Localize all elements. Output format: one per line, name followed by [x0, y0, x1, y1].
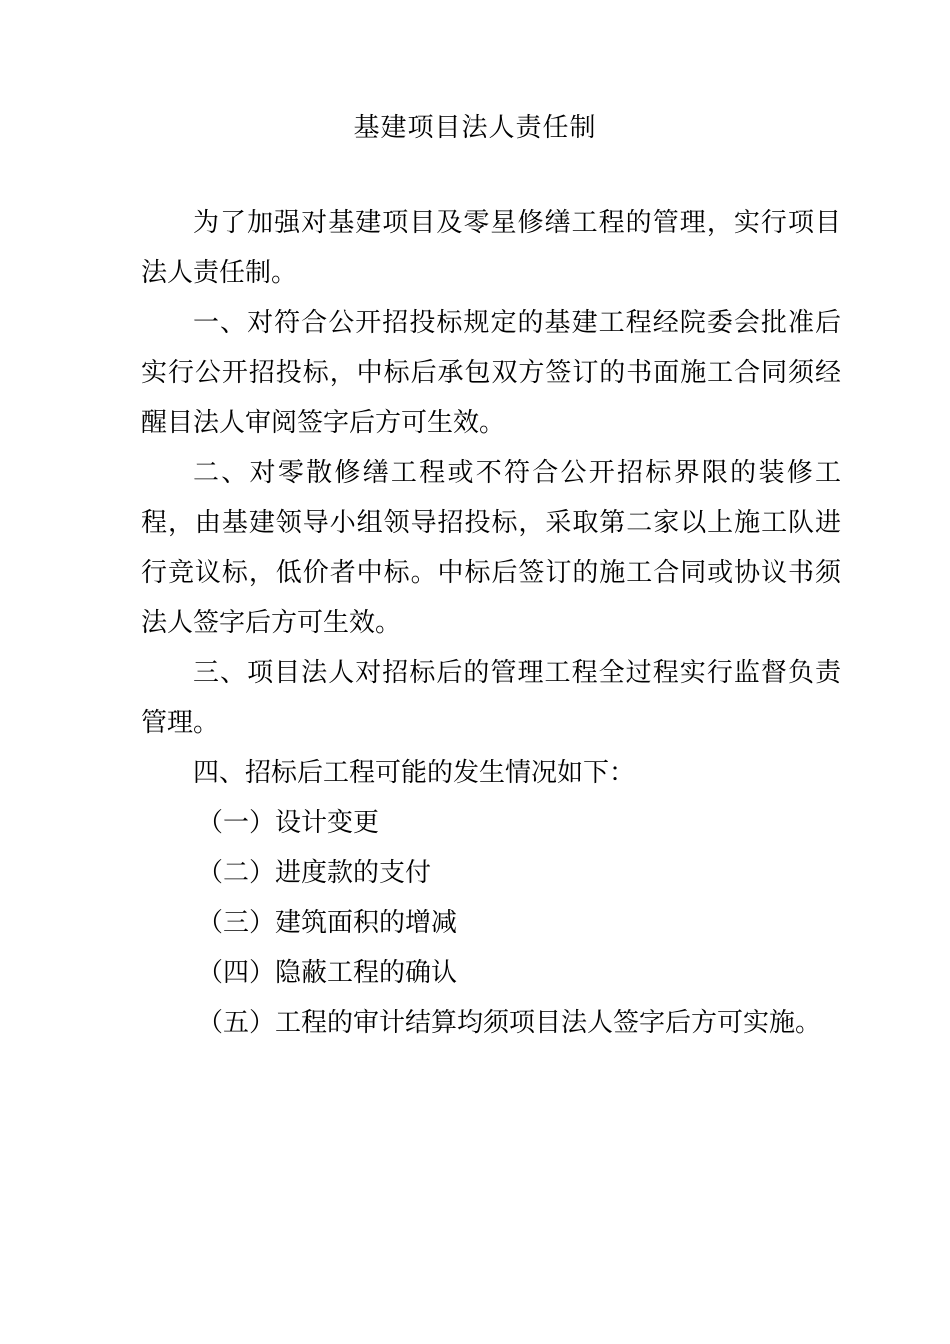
- paragraph-intro: 为了加强对基建项目及零星修缮工程的管理，实行项目法人责任制。: [141, 208, 841, 288]
- paragraph-clause-2: 二、对零散修缮工程或不符合公开招标界限的装修工程，由基建领导小组领导招投标，采取第二家以上施工队进行竞议标，低价者中标。中标后签订的施工合同或协议书须法人签字后方可生效。: [141, 458, 841, 638]
- list-item-1: （一）设计变更: [197, 808, 380, 838]
- paragraph-clause-4: 四、招标后工程可能的发生情况如下：: [193, 758, 636, 788]
- paragraph-clause-1: 一、对符合公开招投标规定的基建工程经院委会批准后实行公开招投标，中标后承包双方签订的书面施工合同须经醒目法人审阅签字后方可生效。: [141, 308, 841, 438]
- document-body: [141, 198, 841, 1048]
- list-item-4: （四）隐蔽工程的确认: [197, 958, 458, 988]
- document-title: 基建项目法人责任制: [353, 113, 597, 143]
- list-item-3: （三）建筑面积的增减: [197, 908, 458, 938]
- paragraph-clause-3: 三、项目法人对招标后的管理工程全过程实行监督负责管理。: [141, 658, 841, 738]
- list-item-2: （二）进度款的支付: [197, 858, 432, 888]
- list-item-5: （五）工程的审计结算均须项目法人签字后方可实施。: [197, 1008, 822, 1038]
